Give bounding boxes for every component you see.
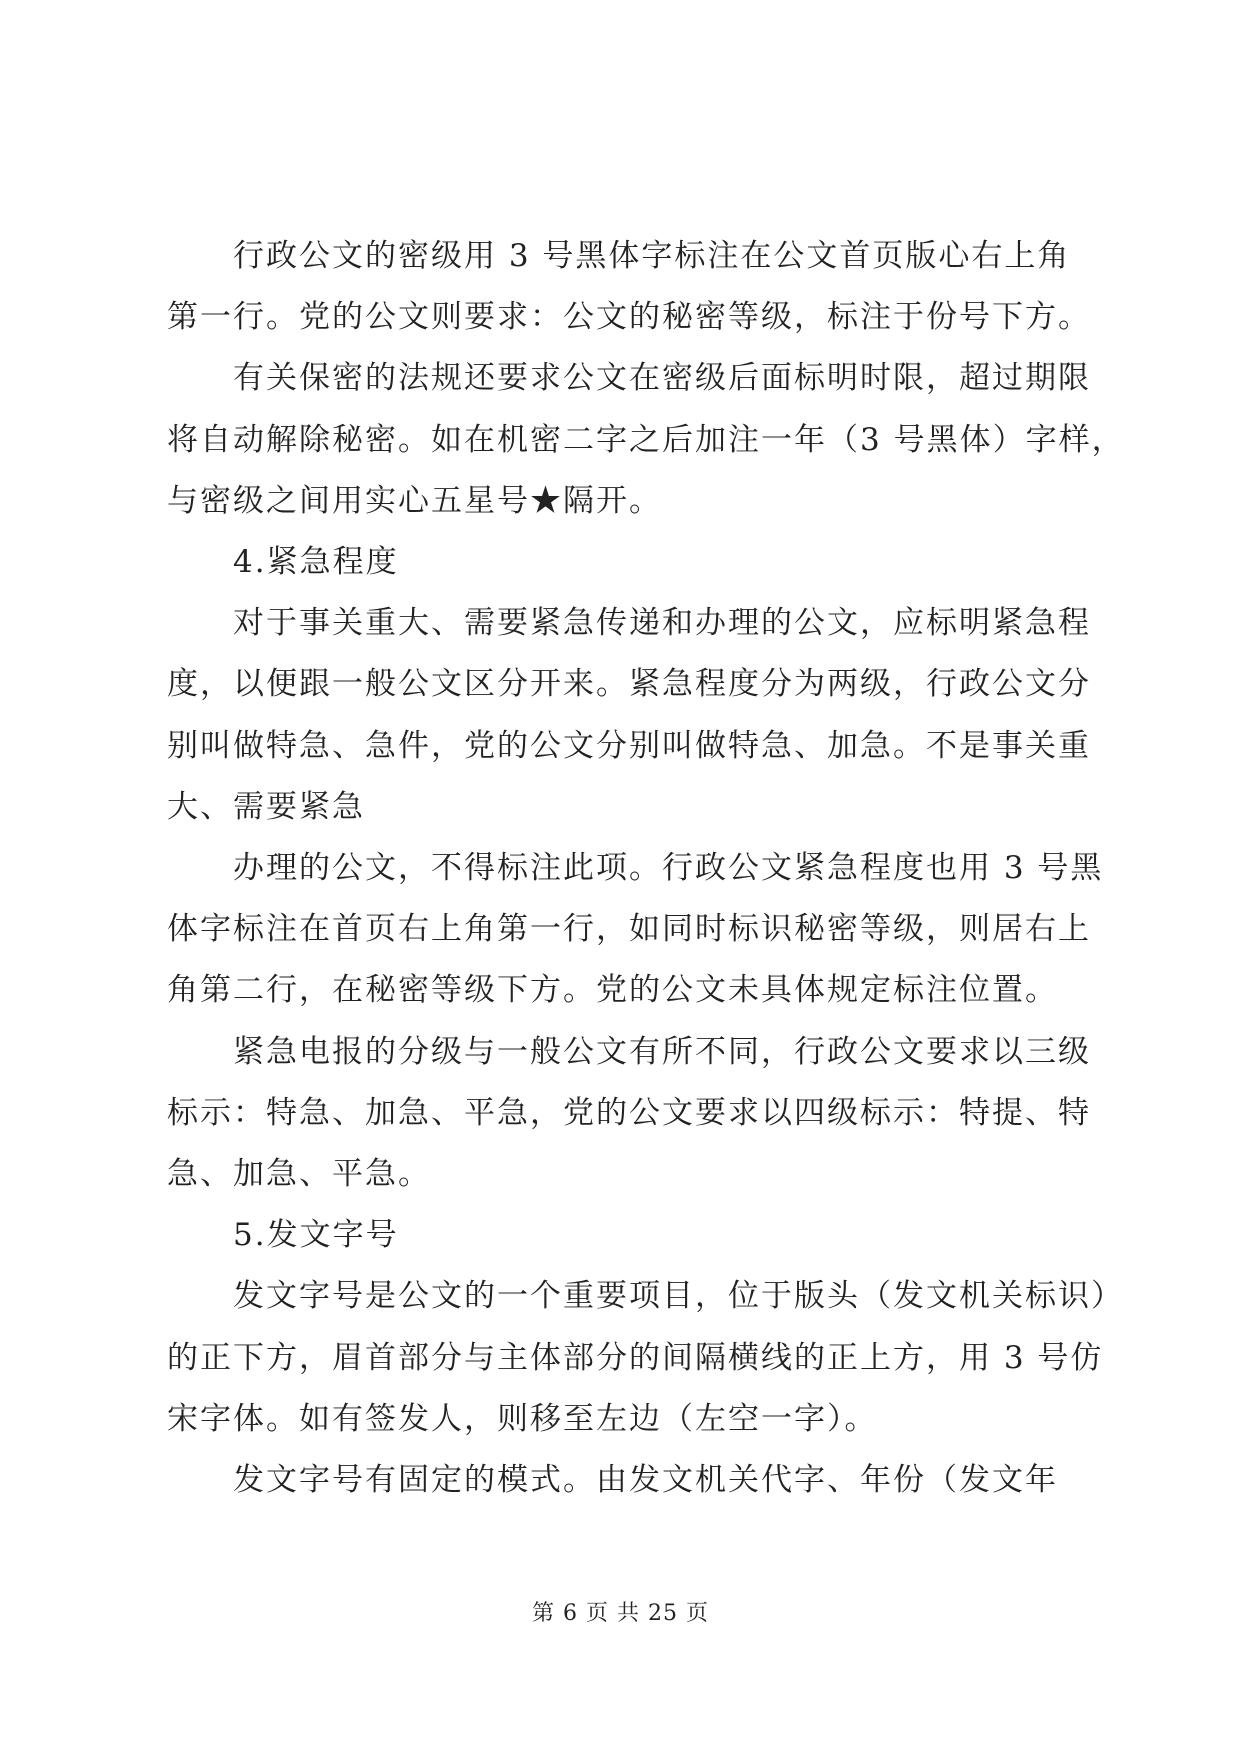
text-line: 办理的公文，不得标注此项。行政公文紧急程度也用 3 号黑	[233, 850, 1104, 887]
text-line: 对于事关重大、需要紧急传递和办理的公文，应标明紧急程	[233, 605, 1091, 642]
text-line: 行政公文的密级用 3 号黑体字标注在公文首页版心右上角	[233, 238, 1071, 274]
text-line: 标示：特急、加急、平急，党的公文要求以四级标示：特提、特	[167, 1094, 1091, 1131]
text-line: 发文字号有固定的模式。由发文机关代字、年份（发文年	[233, 1462, 1058, 1499]
text-line: 别叫做特急、急件，党的公文分别叫做特急、加急。不是事关重	[167, 727, 1091, 764]
text-line: 与密级之间用实心五星号★隔开。	[167, 482, 662, 519]
text-line: 将自动解除秘密。如在机密二字之后加注一年（3 号黑体）字样，	[167, 421, 1125, 458]
text-line: 的正下方，眉首部分与主体部分的间隔横线的正上方，用 3 号仿	[167, 1339, 1104, 1376]
section-heading: 4.紧急程度	[233, 544, 399, 581]
text-line: 发文字号是公文的一个重要项目，位于版头（发文机关标识）	[233, 1278, 1124, 1315]
text-line: 有关保密的法规还要求公文在密级后面标明时限，超过期限	[233, 360, 1091, 397]
text-line: 度，以便跟一般公文区分开来。紧急程度分为两级，行政公文分	[167, 666, 1091, 703]
text-line: 紧急电报的分级与一般公文有所不同，行政公文要求以三级	[233, 1033, 1091, 1070]
text-line: 角第二行，在秘密等级下方。党的公文未具体规定标注位置。	[167, 972, 1058, 1009]
document-body	[167, 226, 1125, 1511]
text-line: 大、需要紧急	[167, 788, 365, 825]
text-line: 宋字体。如有签发人，则移至左边（左空一字）。	[167, 1400, 878, 1437]
text-line: 急、加急、平急。	[167, 1156, 431, 1193]
page-number-footer: 第 6 页 共 25 页	[532, 1601, 709, 1626]
text-line: 第一行。党的公文则要求：公文的秘密等级，标注于份号下方。	[167, 299, 1091, 336]
section-heading: 5.发文字号	[233, 1217, 399, 1254]
text-line: 体字标注在首页右上角第一行，如同时标识秘密等级，则居右上	[167, 911, 1091, 948]
